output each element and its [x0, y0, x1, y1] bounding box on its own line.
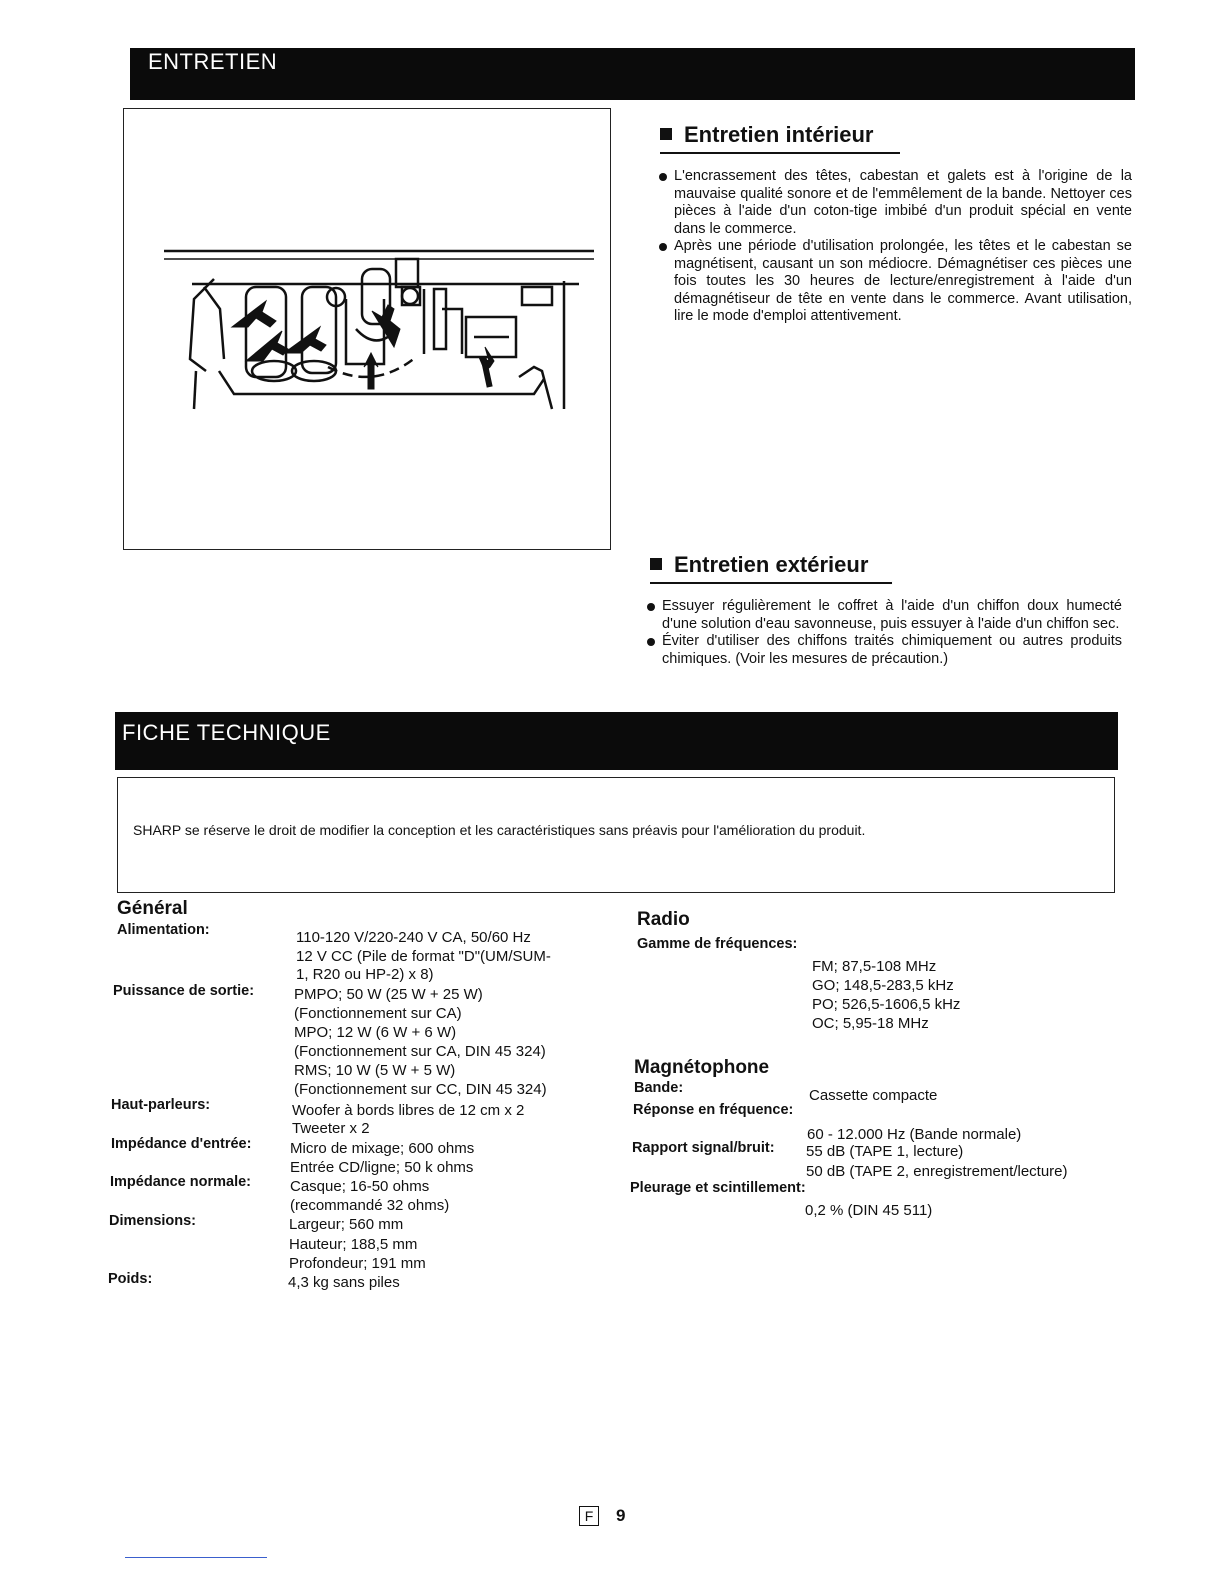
title-underline — [660, 152, 900, 154]
general-title: Général — [117, 898, 188, 919]
list-item: Après une période d'utilisation prolongée, les têtes et le cabestan se magnétisent, causant un son médiocre. Démagnétiser ces pièces une fois toutes les 30 heures de lecture/enregistrement à l'aide d'un démagnétiseur de tête en vente dans le commerce. Avant utilisation, lire le mode d'emploi attentivement. — [658, 238, 1132, 326]
impedance-normale-value-1: Casque; 16-50 ohms — [290, 1178, 430, 1195]
entretien-interieur-list — [658, 168, 1132, 326]
pleurage-value: 0,2 % (DIN 45 511) — [805, 1202, 933, 1219]
magnetophone-title: Magnétophone — [634, 1057, 770, 1078]
radio-fm: FM; 87,5-108 MHz — [812, 958, 937, 975]
entretien-exterieur-title — [650, 552, 892, 578]
gamme-label: Gamme de fréquences: — [637, 936, 798, 952]
alimentation-value-1: 110-120 V/220-240 V CA, 50/60 Hz — [296, 929, 531, 946]
alimentation-label: Alimentation: — [117, 922, 210, 938]
poids-value: 4,3 kg sans piles — [288, 1274, 400, 1291]
rapport-label: Rapport signal/bruit: — [632, 1140, 775, 1156]
entretien-header-title: ENTRETIEN — [148, 49, 278, 74]
radio-po: PO; 526,5-1606,5 kHz — [812, 996, 961, 1013]
haut-parleurs-value-1: Woofer à bords libres de 12 cm x 2 — [292, 1102, 525, 1119]
entretien-exterieur-title-text: Entretien extérieur — [674, 552, 869, 577]
haut-parleurs-value-2: Tweeter x 2 — [292, 1120, 370, 1137]
list-item: L'encrassement des têtes, cabestan et galets est à l'origine de la mauvaise qualité sonore et de l'emmêlement de la bande. Nettoyer ces pièces à l'aide d'un coton-tige imbibé d'un produit spécial en vente dans le commerce. — [658, 168, 1132, 238]
puissance-value-4: (Fonctionnement sur CA, DIN 45 324) — [294, 1043, 546, 1060]
bottom-rule — [125, 1557, 267, 1558]
poids-label: Poids: — [108, 1271, 153, 1287]
list-item: Éviter d'utiliser des chiffons traités chimiquement ou autres produits chimiques. (Voir les mesures de précaution.) — [646, 633, 1122, 668]
puissance-label: Puissance de sortie: — [113, 983, 255, 999]
square-bullet-icon — [650, 558, 662, 570]
reponse-label: Réponse en fréquence: — [633, 1102, 794, 1118]
cassette-mechanism-diagram — [123, 108, 611, 550]
alimentation-value-2: 12 V CC (Pile de format "D"(UM/SUM- — [296, 948, 551, 965]
impedance-normale-value-2: (recommandé 32 ohms) — [290, 1197, 450, 1214]
puissance-value-5: RMS; 10 W (5 W + 5 W) — [294, 1062, 456, 1079]
impedance-normale-label: Impédance normale: — [110, 1174, 252, 1190]
radio-title: Radio — [637, 909, 690, 930]
impedance-entree-value-2: Entrée CD/ligne; 50 k ohms — [290, 1159, 474, 1176]
dimensions-value-2: Hauteur; 188,5 mm — [289, 1236, 418, 1253]
rapport-value-2: 50 dB (TAPE 2, enregistrement/lecture) — [806, 1163, 1068, 1180]
radio-oc: OC; 5,95-18 MHz — [812, 1015, 929, 1032]
bande-label: Bande: — [634, 1080, 684, 1096]
puissance-value-6: (Fonctionnement sur CC, DIN 45 324) — [294, 1081, 547, 1098]
language-mark-f: F — [579, 1506, 599, 1526]
entretien-header-bar — [130, 48, 1135, 100]
entretien-interieur-title-text: Entretien intérieur — [684, 122, 874, 147]
title-underline — [650, 582, 892, 584]
square-bullet-icon — [660, 128, 672, 140]
bande-value: Cassette compacte — [809, 1087, 938, 1104]
dimensions-value-3: Profondeur; 191 mm — [289, 1255, 426, 1272]
puissance-value-1: PMPO; 50 W (25 W + 25 W) — [294, 986, 483, 1003]
pleurage-label: Pleurage et scintillement: — [630, 1180, 806, 1196]
fiche-technique-header-title: FICHE TECHNIQUE — [122, 720, 331, 745]
dimensions-label: Dimensions: — [109, 1213, 197, 1229]
reponse-value: 60 - 12.000 Hz (Bande normale) — [807, 1126, 1022, 1143]
page-number: 9 — [616, 1506, 626, 1525]
list-item: Essuyer régulièrement le coffret à l'aide d'un chiffon doux humecté d'une solution d'eau savonneuse, puis essuyer à l'aide d'un chiffon sec. — [646, 598, 1122, 633]
notice-text: SHARP se réserve le droit de modifier la conception et les caractéristiques sans préavis pour l'amélioration du produit. — [133, 822, 866, 838]
dimensions-value-1: Largeur; 560 mm — [289, 1216, 404, 1233]
impedance-entree-label: Impédance d'entrée: — [111, 1136, 252, 1152]
haut-parleurs-label: Haut-parleurs: — [111, 1097, 211, 1113]
puissance-value-2: (Fonctionnement sur CA) — [294, 1005, 462, 1022]
cassette-deck-illustration — [124, 109, 610, 549]
rapport-value-1: 55 dB (TAPE 1, lecture) — [806, 1143, 964, 1160]
entretien-exterieur-list — [646, 598, 1122, 668]
alimentation-value-3: 1, R20 ou HP-2) x 8) — [296, 966, 434, 983]
impedance-entree-value-1: Micro de mixage; 600 ohms — [290, 1140, 475, 1157]
puissance-value-3: MPO; 12 W (6 W + 6 W) — [294, 1024, 457, 1041]
radio-go: GO; 148,5-283,5 kHz — [812, 977, 954, 994]
entretien-interieur-title — [660, 122, 900, 148]
